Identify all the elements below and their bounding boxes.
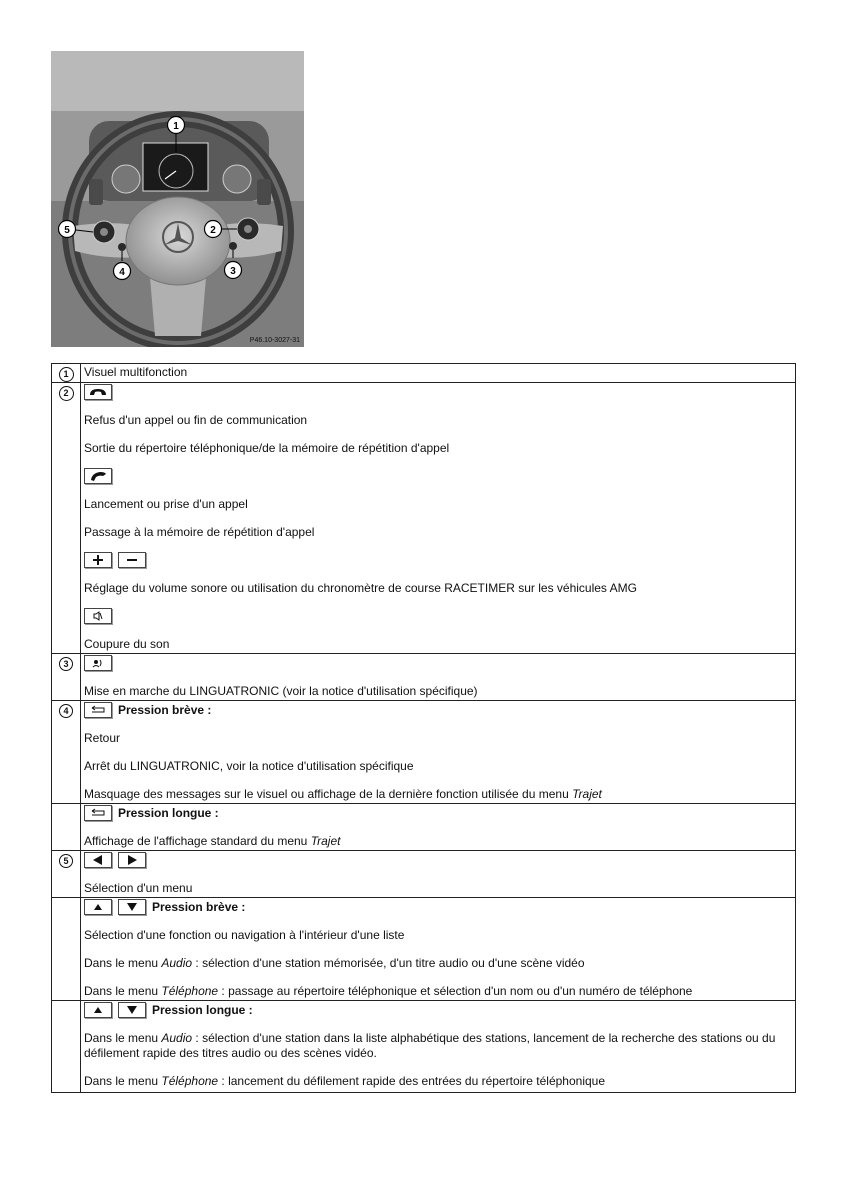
pickup-text-1: Lancement ou prise d'un appel	[84, 497, 248, 511]
long-press-heading: Pression longue :	[152, 1002, 253, 1017]
item-number: 5	[59, 854, 73, 868]
long-press-heading: Pression longue :	[118, 805, 219, 820]
steering-wheel-illustration	[51, 51, 304, 347]
back-text-2: Arrêt du LINGUATRONIC, voir la notice d'utilisation spécifique	[84, 759, 414, 773]
svg-text:1: 1	[173, 121, 179, 132]
arrow-up-icon	[84, 899, 112, 915]
volume-text: Réglage du volume sonore ou utilisation du chronomètre de course RACETIMER sur les véhicules AMG	[84, 581, 637, 595]
long-press-text: Affichage de l'affichage standard du menu Trajet	[84, 834, 341, 848]
updown-text-1: Sélection d'une fonction ou navigation à l'intérieur d'une liste	[84, 928, 405, 942]
table-row-4	[52, 701, 796, 804]
back-icon	[84, 805, 112, 821]
item-number: 3	[59, 657, 73, 671]
svg-text:2: 2	[210, 225, 216, 236]
table-row-1	[52, 364, 796, 383]
steering-wheel-figure	[51, 51, 304, 347]
short-press-heading: Pression brève :	[118, 702, 212, 717]
item-number: 2	[59, 386, 74, 401]
phone-hangup-icon	[84, 384, 112, 400]
callout-2	[205, 221, 222, 238]
callout-5	[59, 221, 76, 238]
hangup-text-1: Refus d'un appel ou fin de communication	[84, 413, 308, 427]
callout-1	[168, 117, 185, 134]
mute-text: Coupure du son	[84, 637, 170, 651]
hangup-text-2: Sortie du répertoire téléphonique/de la mémoire de répétition d'appel	[84, 441, 450, 455]
mute-icon	[84, 608, 112, 624]
arrow-up-icon	[84, 1002, 112, 1018]
item-text: Visuel multifonction	[84, 365, 188, 379]
callout-3	[225, 262, 242, 279]
table-row-5	[52, 851, 796, 898]
controls-table	[51, 363, 796, 1093]
table-row-4b	[52, 804, 796, 851]
back-text-3: Masquage des messages sur le visuel ou affichage de la dernière fonction utilisée du menu Trajet	[84, 787, 602, 801]
voice-control-icon	[84, 655, 112, 671]
updown-text-2: Dans le menu Audio : sélection d'une station mémorisée, d'un titre audio ou d'une scène vidéo	[84, 956, 585, 970]
menu-select-text: Sélection d'un menu	[84, 881, 193, 895]
phone-pickup-icon	[84, 468, 112, 484]
callout-4	[114, 263, 131, 280]
volume-minus-icon	[118, 552, 146, 568]
item-number: 1	[59, 367, 74, 382]
back-icon	[84, 702, 112, 718]
item-number: 4	[59, 704, 73, 718]
long-updown-text-1: Dans le menu Audio : sélection d'une station dans la liste alphabétique des stations, lancement de la recherche des stations ou du défilement rapide des titres audio ou des scènes vidéo.	[84, 1031, 776, 1060]
arrow-right-icon	[118, 852, 146, 868]
linguatronic-text: Mise en marche du LINGUATRONIC (voir la notice d'utilisation spécifique)	[84, 684, 478, 698]
table-row-2	[52, 383, 796, 654]
svg-text:5: 5	[64, 225, 70, 236]
figure-reference: P46.10-3027-31	[249, 337, 300, 344]
updown-text-3: Dans le menu Téléphone : passage au répertoire téléphonique et sélection d'un nom ou d'un numéro de téléphone	[84, 984, 693, 998]
pickup-text-2: Passage à la mémoire de répétition d'appel	[84, 525, 315, 539]
long-updown-text-2: Dans le menu Téléphone : lancement du défilement rapide des entrées du répertoire téléphonique	[84, 1074, 606, 1088]
back-text-1: Retour	[84, 731, 121, 745]
volume-plus-icon	[84, 552, 112, 568]
short-press-heading: Pression brève :	[152, 899, 246, 914]
table-row-3	[52, 654, 796, 701]
svg-text:3: 3	[230, 266, 236, 277]
table-row-5b	[52, 898, 796, 1001]
svg-text:4: 4	[119, 267, 125, 278]
table-row-5c	[52, 1001, 796, 1093]
arrow-down-icon	[118, 1002, 146, 1018]
arrow-down-icon	[118, 899, 146, 915]
arrow-left-icon	[84, 852, 112, 868]
